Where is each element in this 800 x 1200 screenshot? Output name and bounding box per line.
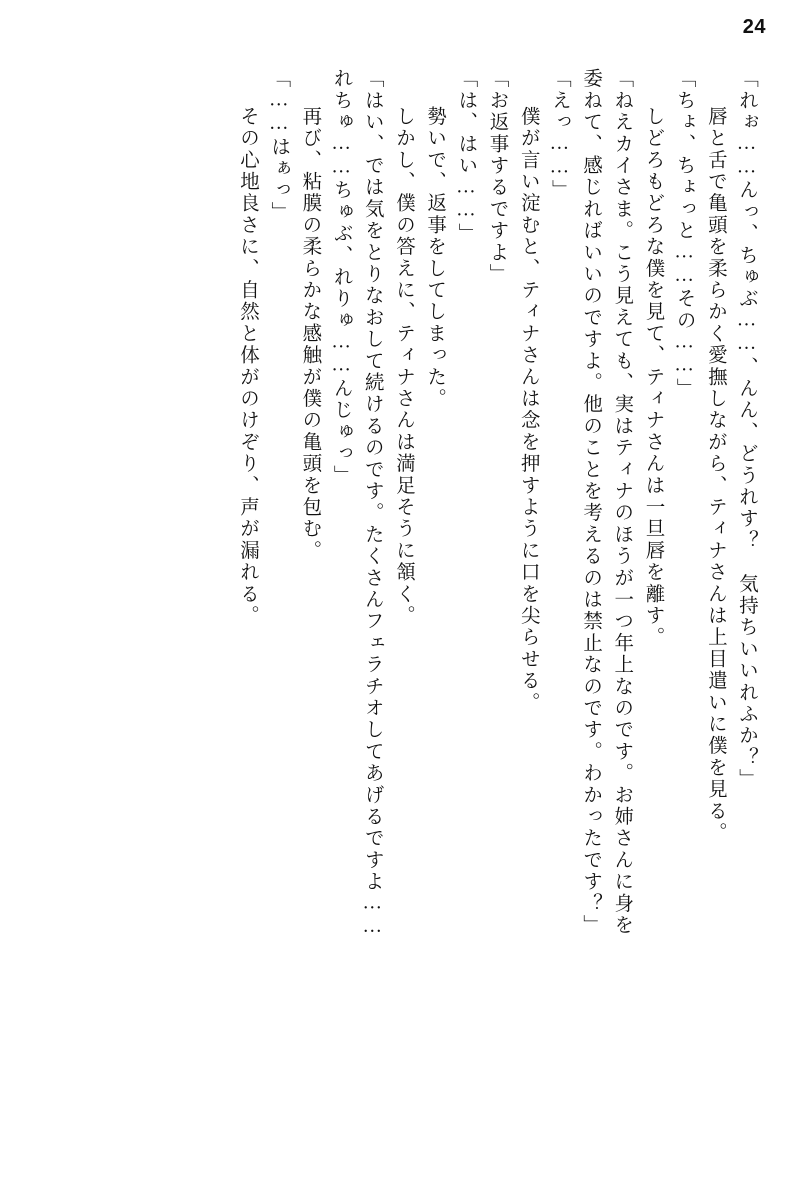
text-line: 「えっ……」 [548,68,570,202]
text-line: 「お返事するですよ」 [486,68,508,285]
text-line: 委ねて、感じればいいのですよ。他のことを考えるのは禁止なのです。わかったです？」 [580,68,602,936]
text-line: しどろもどろな僕を見て、ティナさんは一旦唇を離す。 [642,84,664,649]
text-line: しかし、僕の答えに、ティナさんは満足そうに頷く。 [392,84,414,627]
text-line: 「……はぁっ」 [268,68,290,223]
text-line: 唇と舌で亀頭を柔らかく愛撫しながら、ティナさんは上目遣いに僕を見る。 [704,84,726,844]
vertical-text-body [46,68,756,1160]
text-line: その心地良さに、自然と体がのけぞり、声が漏れる。 [237,84,258,627]
text-line: 僕が言い淀むと、ティナさんは念を押すように口を尖らせる。 [517,84,539,714]
page-number: 24 [742,16,766,38]
text-line: 「ねえカイさま。こう見えても、実はティナのほうが一つ年上なのです。お姉さんに身を [611,68,633,936]
text-line: 「れぉ……んっ、ちゅぶ……、んん、どうれす？ 気持ちいいれふか？」 [736,68,757,791]
text-line: 「ちょ、ちょっと……その……」 [673,68,695,400]
text-line: れちゅ……ちゅぶ、れりゅ……んじゅっ」 [330,68,352,487]
text-line: 「はい、では気をとりなおして続けるのです。たくさんフェラチオしてあげるですよ…… [361,68,383,939]
text-line: 「は、はい……」 [455,68,477,245]
text-line: 勢いで、返事をしてしまった。 [424,84,446,410]
text-line: 再び、粘膜の柔らかな感触が僕の亀頭を包む。 [299,84,321,562]
